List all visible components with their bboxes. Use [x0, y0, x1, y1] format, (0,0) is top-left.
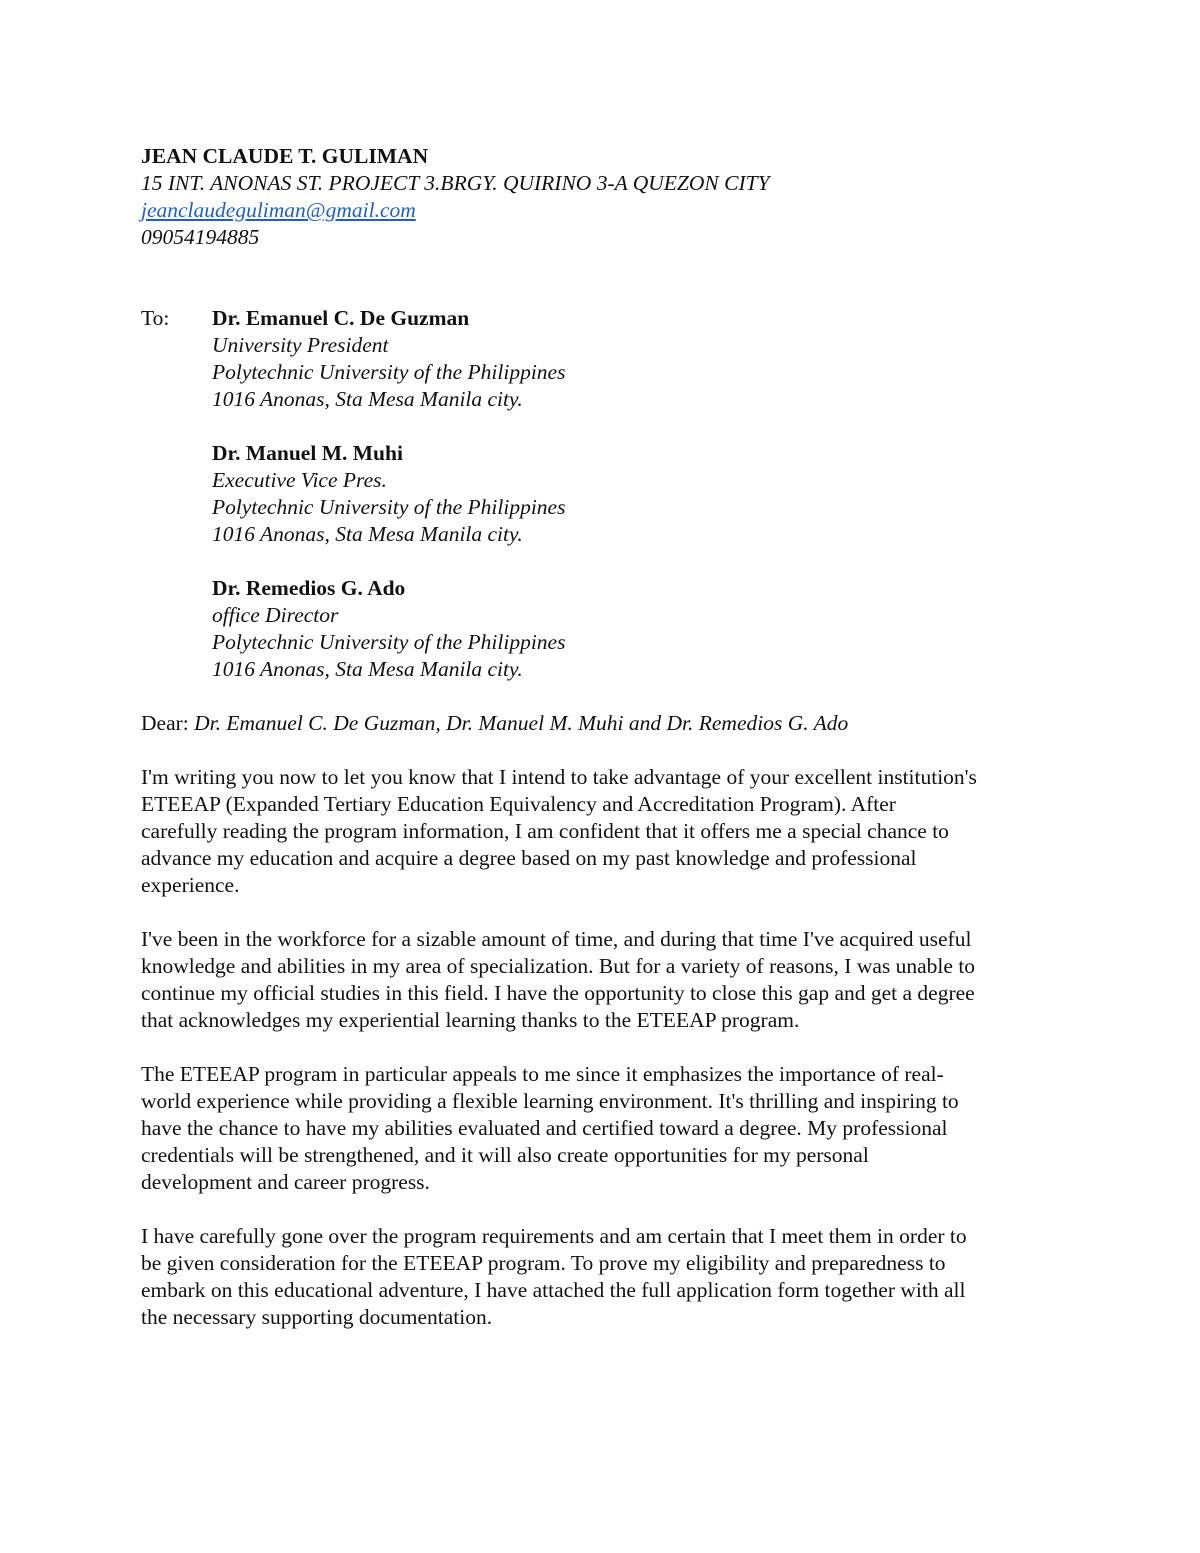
recipient-address: 1016 Anonas, Sta Mesa Manila city.	[212, 387, 523, 411]
recipient-name: Dr. Remedios G. Ado	[212, 576, 406, 600]
paragraph-line: knowledge and abilities in my area of specialization. But for a variety of reasons, I was unable to	[141, 954, 976, 978]
letter-body	[141, 143, 1071, 1331]
recipient-2	[212, 440, 1071, 548]
paragraph-line: The ETEEAP program in particular appeals to me since it emphasizes the importance of real-	[141, 1062, 944, 1086]
recipient-institution: Polytechnic University of the Philippines	[212, 495, 566, 519]
sender-email-link[interactable]: jeanclaudeguliman@gmail.com	[141, 198, 416, 222]
paragraph-line: that acknowledges my experiential learning thanks to the ETEEAP program.	[141, 1008, 800, 1032]
paragraph-line: have the chance to have my abilities evaluated and certified toward a degree. My professional	[141, 1116, 948, 1140]
paragraph-line: credentials will be strengthened, and it will also create opportunities for my personal	[141, 1143, 869, 1167]
recipient-list	[212, 305, 1071, 683]
recipient-institution: Polytechnic University of the Philippines	[212, 630, 566, 654]
recipients-block	[141, 305, 1071, 683]
paragraph-line: advance my education and acquire a degree based on my past knowledge and professional	[141, 846, 917, 870]
sender-block	[141, 143, 1071, 251]
recipient-1	[212, 305, 1071, 413]
recipient-name: Dr. Manuel M. Muhi	[212, 441, 403, 465]
salutation	[141, 710, 1071, 737]
paragraph-line: the necessary supporting documentation.	[141, 1305, 493, 1329]
recipient-institution: Polytechnic University of the Philippines	[212, 360, 566, 384]
paragraph-line: be given consideration for the ETEEAP program. To prove my eligibility and preparedness to	[141, 1251, 946, 1275]
recipient-title: office Director	[212, 603, 339, 627]
paragraph-line: continue my official studies in this field. I have the opportunity to close this gap and get a degree	[141, 981, 975, 1005]
paragraph-1	[141, 764, 1071, 899]
recipient-title: University President	[212, 333, 389, 357]
recipient-address: 1016 Anonas, Sta Mesa Manila city.	[212, 657, 523, 681]
recipient-3	[212, 575, 1071, 683]
paragraph-2	[141, 926, 1071, 1034]
salutation-prefix: Dear:	[141, 711, 195, 735]
paragraph-line: I've been in the workforce for a sizable amount of time, and during that time I've acquired useful	[141, 927, 972, 951]
paragraph-line: I'm writing you now to let you know that I intend to take advantage of your excellent institution's	[141, 765, 977, 789]
recipient-name: Dr. Emanuel C. De Guzman	[212, 306, 470, 330]
to-label: To:	[141, 306, 170, 330]
recipient-address: 1016 Anonas, Sta Mesa Manila city.	[212, 522, 523, 546]
paragraph-line: carefully reading the program information, I am confident that it offers me a special chance to	[141, 819, 949, 843]
paragraph-line: experience.	[141, 873, 240, 897]
salutation-names: Dr. Emanuel C. De Guzman, Dr. Manuel M. Muhi and Dr. Remedios G. Ado	[194, 711, 849, 735]
paragraph-line: ETEEAP (Expanded Tertiary Education Equivalency and Accreditation Program). After	[141, 792, 896, 816]
paragraph-line: development and career progress.	[141, 1170, 430, 1194]
paragraph-line: world experience while providing a flexible learning environment. It's thrilling and inspiring to	[141, 1089, 959, 1113]
paragraph-line: embark on this educational adventure, I have attached the full application form together with all	[141, 1278, 966, 1302]
paragraph-line: I have carefully gone over the program requirements and am certain that I meet them in order to	[141, 1224, 967, 1248]
sender-name: JEAN CLAUDE T. GULIMAN	[141, 144, 429, 168]
paragraph-3	[141, 1061, 1071, 1196]
recipient-title: Executive Vice Pres.	[212, 468, 387, 492]
sender-phone: 09054194885	[141, 225, 260, 249]
paragraph-4	[141, 1223, 1071, 1331]
sender-address: 15 INT. ANONAS ST. PROJECT 3.BRGY. QUIRINO 3-A QUEZON CITY	[141, 171, 770, 195]
